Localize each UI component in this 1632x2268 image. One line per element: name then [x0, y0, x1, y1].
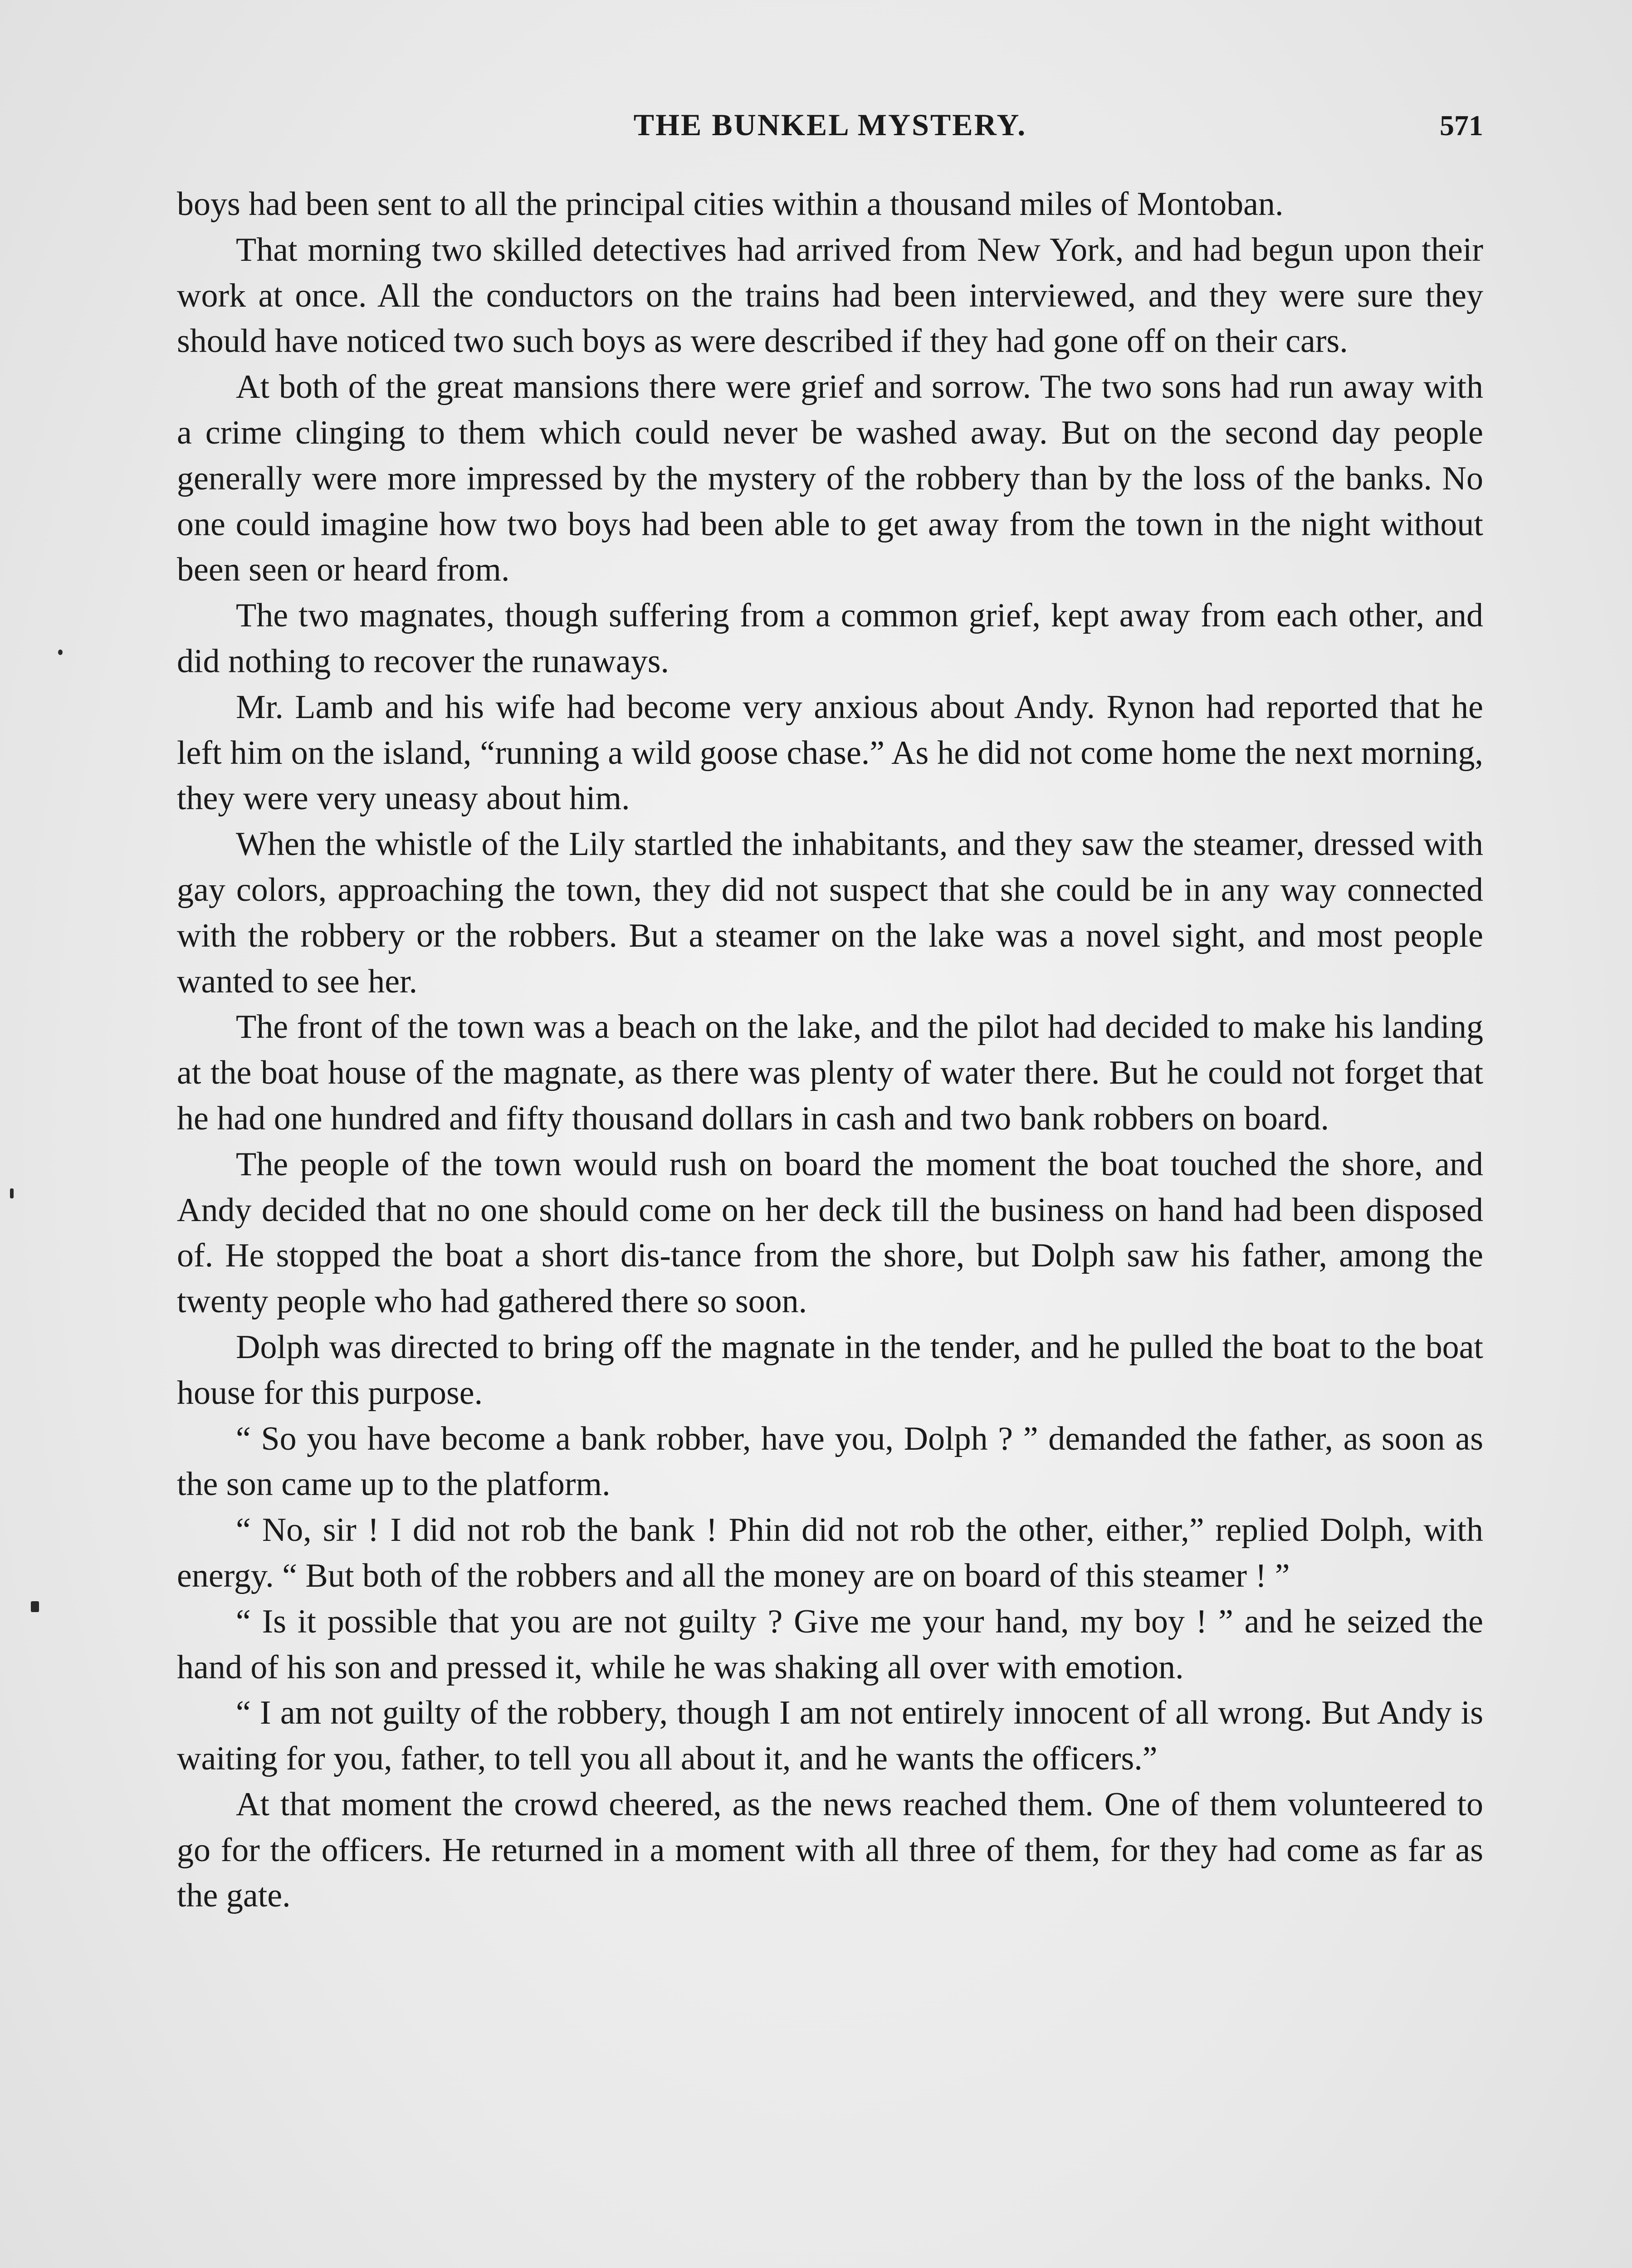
- paragraph: At both of the great mansions there were grief and sorrow. The two sons had run away with a crime clinging to them which could never be washed away. But on the second day people generally were more impressed by the mystery of the robbery than by the loss of the banks. No one could imagine how two boys had been able to get away from the town in the night without been seen or heard from.: [177, 368, 1483, 589]
- scan-speck: [10, 1188, 14, 1198]
- scan-speck: [31, 1601, 39, 1612]
- page-header: [177, 107, 1483, 157]
- running-title: THE BUNKEL MYSTERY.: [633, 108, 1027, 142]
- scan-speck: [58, 650, 63, 655]
- paragraph: That morning two skilled detectives had arrived from New York, and had begun upon their work at once. All the conductors on the trains had been interviewed, and they were sure they should have noticed two such boys as were described if they had gone off on their cars.: [177, 231, 1483, 360]
- paragraph: The front of the town was a beach on the lake, and the pilot had decided to make his landing at the boat house of the magnate, as there was plenty of water there. But he could not forget that he had one hundred and fifty thousand dollars in cash and two bank robbers on board.: [177, 1008, 1483, 1137]
- body-text: [177, 181, 1483, 1919]
- paragraph-continuation: boys had been sent to all the principal cities within a thousand miles of Montoban.: [177, 186, 1284, 223]
- dialogue-paragraph: “ So you have become a bank robber, have you, Dolph ? ” demanded the father, as soon as the son came up to the platform.: [177, 1420, 1483, 1503]
- paragraph: When the whistle of the Lily startled the inhabitants, and they saw the steamer, dressed with gay colors, approaching the town, they did not suspect that she could be in any way connected with the robbery or the robbers. But a steamer on the lake was a novel sight, and most people wanted to see her.: [177, 826, 1483, 1000]
- page-number: 571: [1440, 109, 1483, 142]
- paragraph: Dolph was directed to bring off the magnate in the tender, and he pulled the boat to the boat house for this purpose.: [177, 1328, 1483, 1412]
- dialogue-paragraph: “ Is it possible that you are not guilty ? Give me your hand, my boy ! ” and he seized the hand of his son and pressed it, while he was shaking all over with emotion.: [177, 1603, 1483, 1686]
- paragraph: The two magnates, though suffering from a common grief, kept away from each other, and did nothing to recover the runaways.: [177, 597, 1483, 680]
- dialogue-paragraph: “ No, sir ! I did not rob the bank ! Phin did not rob the other, either,” replied Dolph, with energy. “ But both of the robbers and all the money are on board of this steamer ! ”: [177, 1511, 1483, 1594]
- paragraph: Mr. Lamb and his wife had become very anxious about Andy. Rynon had reported that he left him on the island, “running a wild goose chase.” As he did not come home the next morning, they were very uneasy about him.: [177, 688, 1483, 817]
- dialogue-paragraph: “ I am not guilty of the robbery, though I am not entirely innocent of all wrong. But Andy is waiting for you, father, to tell you all about it, and he wants the officers.”: [177, 1694, 1483, 1778]
- paragraph: At that moment the crowd cheered, as the news reached them. One of them volunteered to go for the officers. He returned in a moment with all three of them, for they had come as far as the gate.: [177, 1785, 1483, 1915]
- paragraph: The people of the town would rush on board the moment the boat touched the shore, and Andy decided that no one should come on her deck till the business on hand had been disposed of. He stopped the boat a short dis-tance from the shore, but Dolph saw his father, among the twenty people who had gathered there so soon.: [177, 1145, 1483, 1320]
